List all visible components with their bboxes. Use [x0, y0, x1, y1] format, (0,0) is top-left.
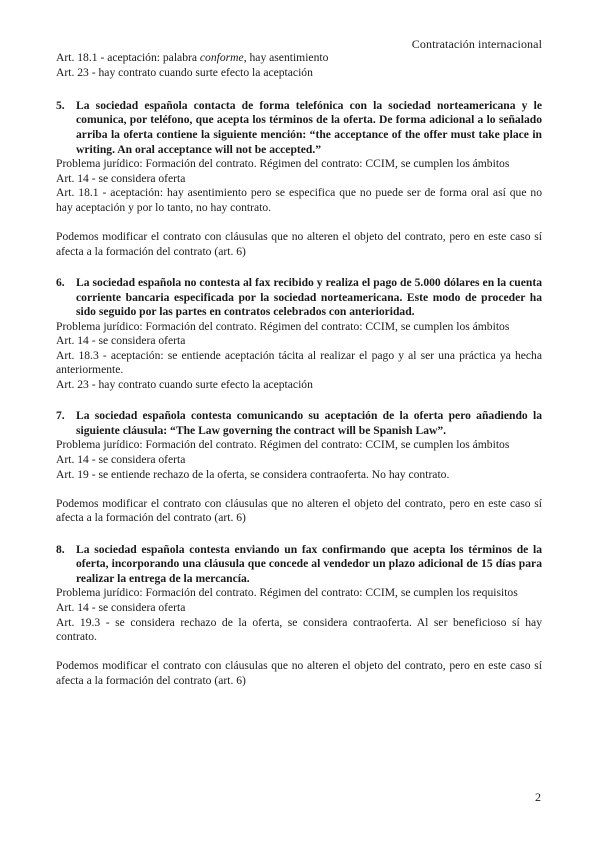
answer-8-line-3: Art. 19.3 - se considera rechazo de la oferta, se considera contraoferta. Al ser beneficioso sí hay contrato.: [56, 615, 542, 644]
question-6-number: 6.: [56, 275, 65, 289]
intro-line-2: Art. 23 - hay contrato cuando surte efecto la aceptación: [56, 65, 313, 79]
question-7-text: La sociedad española contesta comunicando su aceptación de la oferta pero añadiendo la siguiente cláusula: “The Law governing the contract will be Spanish Law”.: [76, 409, 542, 437]
page-number: 2: [535, 790, 541, 804]
question-8-text: La sociedad española contesta enviando un fax confirmando que acepta los términos de la oferta, incorporando una cláusula que concede al vendedor un plazo adicional de 15 días para realizar la entrega de la mercancía.: [76, 542, 542, 585]
answer-5-line-3: Art. 18.1 - aceptación: hay asentimiento pero se especifica que no puede ser de forma oral así que no hay aceptación y por lo tanto, no hay contrato.: [56, 186, 542, 214]
answer-7-line-1: Problema jurídico: Formación del contrato. Régimen del contrato: CCIM, se cumplen los ámbitos: [56, 438, 510, 452]
answer-7-note: Podemos modificar el contrato con cláusulas que no alteren el objeto del contrato, pero en este caso sí afecta a la formación del contrato (art. 6): [56, 496, 542, 525]
intro-line-1-pre: Art. 18.1 - aceptación: palabra: [56, 51, 200, 64]
answer-5-line-1: Problema jurídico: Formación del contrato. Régimen del contrato: CCIM, se cumplen los ámbitos: [56, 157, 510, 171]
answer-8-line-2: Art. 14 - se considera oferta: [56, 600, 186, 614]
answer-8-note: Podemos modificar el contrato con cláusulas que no alteren el objeto del contrato, pero en este caso sí afecta a la formación del contrato (art. 6): [56, 659, 542, 687]
answer-5-line-2: Art. 14 - se considera oferta: [56, 171, 186, 185]
question-7: [56, 409, 542, 438]
question-6: [56, 276, 542, 320]
answer-6-line-4: Art. 23 - hay contrato cuando surte efecto la aceptación: [56, 378, 313, 392]
answer-6-line-3: Art. 18.3 - aceptación: se entiende aceptación tácita al realizar el pago y al ser una práctica ya hecha anteriormente.: [56, 348, 542, 377]
page-header: Contratación internacional: [411, 37, 542, 51]
answer-8-line-1: Problema jurídico: Formación del contrato. Régimen del contrato: CCIM, se cumplen los requisitos: [56, 586, 518, 600]
answer-7-line-3: Art. 19 - se entiende rechazo de la oferta, se considera contraoferta. No hay contrato.: [56, 467, 450, 481]
question-6-text: La sociedad española no contesta al fax recibido y realiza el pago de 5.000 dólares en la cuenta corriente bancaria especificada por la sociedad norteamericana. Este modo de proceder ha sido seguido por las partes en contratos celebrados con anterioridad.: [76, 275, 542, 319]
question-5: [56, 99, 542, 157]
intro-line-1: [56, 51, 542, 66]
answer-5-note: Podemos modificar el contrato con cláusulas que no alteren el objeto del contrato, pero en este caso sí afecta a la formación del contrato (art. 6): [56, 230, 542, 258]
intro-line-1-emphasis: conforme: [199, 51, 244, 64]
question-8-number: 8.: [56, 542, 65, 556]
question-5-number: 5.: [56, 98, 65, 112]
page-content: [56, 51, 542, 689]
answer-6-line-2: Art. 14 - se considera oferta: [56, 334, 186, 348]
question-5-text: La sociedad española contacta de forma telefónica con la sociedad norteamericana y le comunica, por teléfono, que acepta los términos de la oferta. De forma adicional a lo señalado arriba la oferta contiene la siguiente mención: “the acceptance of the offer must take place in writing. An oral acceptance will not be accepted.”: [76, 98, 542, 156]
answer-6-line-1: Problema jurídico: Formación del contrato. Régimen del contrato: CCIM, se cumplen los ámbitos: [56, 319, 510, 333]
question-7-number: 7.: [56, 409, 65, 423]
answer-7-line-2: Art. 14 - se considera oferta: [56, 453, 186, 467]
question-8: [56, 543, 542, 587]
intro-line-1-post: , hay asentimiento: [243, 51, 329, 64]
